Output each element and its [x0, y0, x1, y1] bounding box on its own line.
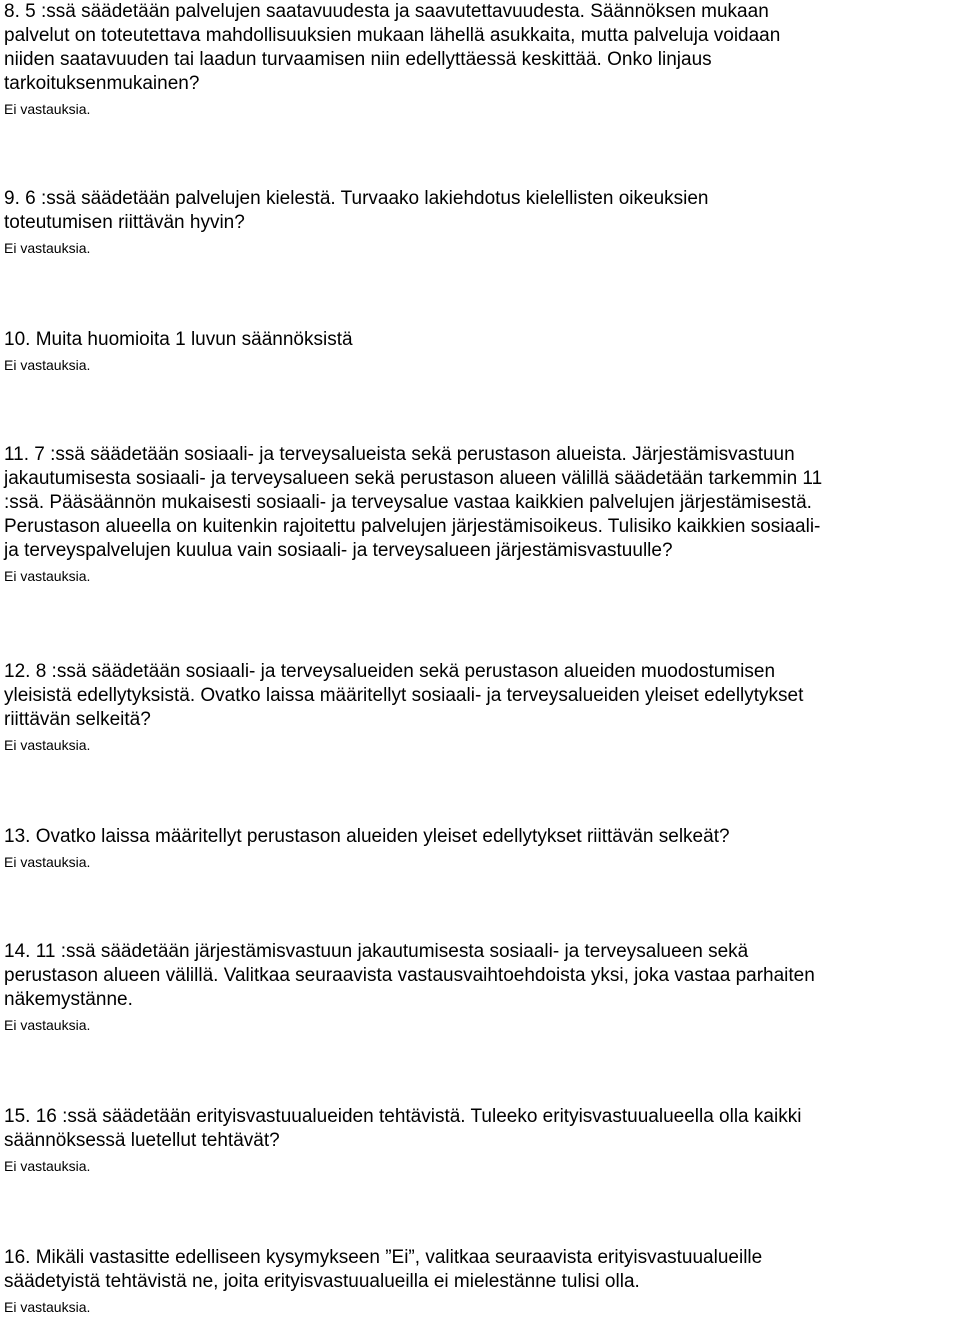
question-text: 16. Mikäli vastasitte edelliseen kysymykseen ”Ei”, valitkaa seuraavista erityisvastuualueille säädetyistä tehtävistä ne, joita erityisvastuualueilla ei mielestänne tulisi olla. [4, 1247, 763, 1292]
question-text: 14. 11 :ssä säädetään järjestämisvastuun jakautumisesta sosiaali- ja terveysalueen sekä perustason alueen välillä. Valitkaa seuraavista vastausvaihtoehdoista yksi, joka vastaa parhaiten näkemystänne. [4, 941, 815, 1010]
answer-status: Ei vastauksia. [4, 1299, 91, 1315]
answer-status: Ei vastauksia. [4, 101, 91, 117]
question-text: 10. Muita huomioita 1 luvun säännöksistä [4, 329, 353, 350]
answer-status: Ei vastauksia. [4, 737, 91, 753]
question-10 [4, 328, 956, 374]
answer-status: Ei vastauksia. [4, 357, 91, 373]
question-14 [4, 940, 956, 1034]
question-16 [4, 1246, 956, 1316]
question-text: 12. 8 :ssä säädetään sosiaali- ja terveysalueiden sekä perustason alueiden muodostumisen yleisistä edellytyksistä. Ovatko laissa määritellyt sosiaali- ja terveysalueiden yleiset edellytykset riittävän selkeitä? [4, 661, 804, 730]
question-text: 11. 7 :ssä säädetään sosiaali- ja terveysalueista sekä perustason alueista. Järjestämisvastuun jakautumisesta sosiaali- ja terveysalueen sekä perustason alueen välillä säädetään tarkemmin 11 :ssä. Pääsäännön mukaisesti sosiaali- ja terveysalue vastaa kaikkien palvelujen järjestämisestä. Perustason alueella on kuitenkin rajoitettu palvelujen järjestämisoikeus. Tulisiko kaikkien sosiaali- ja terveyspalvelujen kuulua vain sosiaali- ja terveysalueen järjestämisvastuulle? [4, 444, 823, 561]
question-9 [4, 187, 956, 257]
question-8 [4, 0, 956, 118]
answer-status: Ei vastauksia. [4, 1017, 91, 1033]
question-text: 9. 6 :ssä säädetään palvelujen kielestä. Turvaako lakiehdotus kielellisten oikeuksien toteutumisen riittävän hyvin? [4, 188, 709, 233]
answer-status: Ei vastauksia. [4, 1158, 91, 1174]
question-11 [4, 443, 956, 585]
question-text: 8. 5 :ssä säädetään palvelujen saatavuudesta ja saavutettavuudesta. Säännöksen mukaan palvelut on toteutettava mahdollisuuksien mukaan lähellä asukkaita, mutta palveluja voidaan niiden saatavuuden tai laadun turvaamisen niin edellyttäessä keskittää. Onko linjaus tarkoituksenmukainen? [4, 1, 781, 94]
question-text: 15. 16 :ssä säädetään erityisvastuualueiden tehtävistä. Tuleeko erityisvastuualueella olla kaikki säännöksessä luetellut tehtävät? [4, 1106, 802, 1151]
question-13 [4, 825, 956, 871]
answer-status: Ei vastauksia. [4, 240, 91, 256]
question-15 [4, 1105, 956, 1175]
question-text: 13. Ovatko laissa määritellyt perustason alueiden yleiset edellytykset riittävän selkeät? [4, 826, 730, 847]
answer-status: Ei vastauksia. [4, 568, 91, 584]
answer-status: Ei vastauksia. [4, 854, 91, 870]
question-12 [4, 660, 956, 754]
